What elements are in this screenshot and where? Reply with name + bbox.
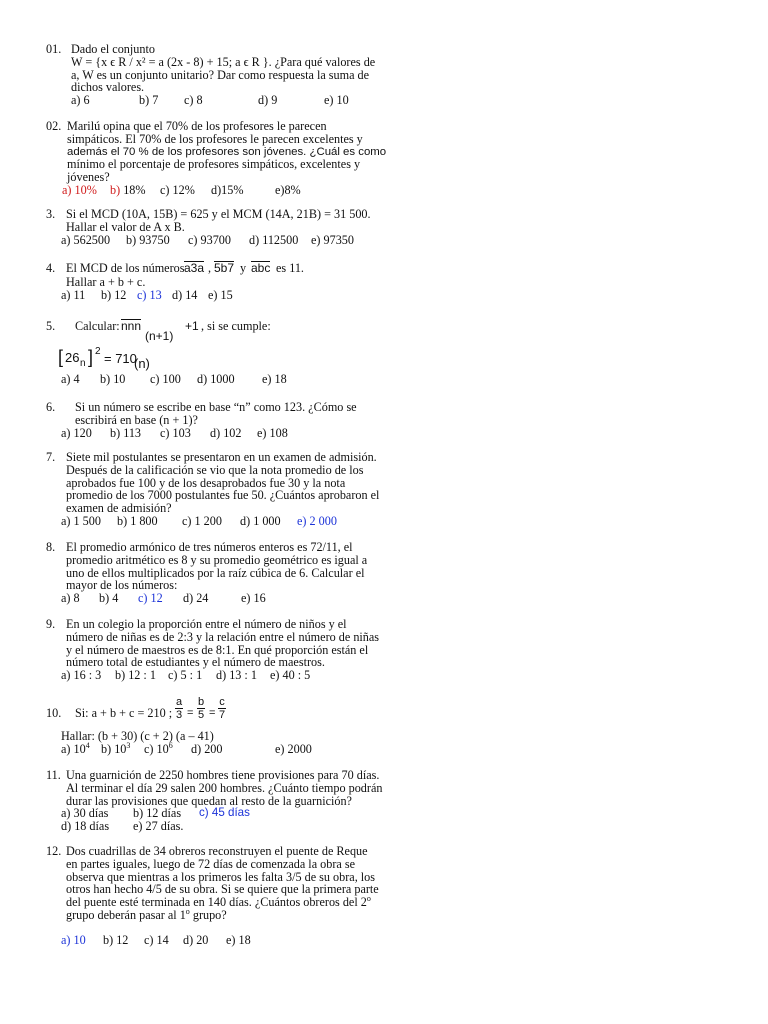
question-text: Hallar el valor de A x B. [66,219,185,234]
option-d: d) 14 [172,288,198,302]
plus-one: +1 [185,319,199,333]
question-number: 3. [46,207,56,221]
fraction-numerator: b [197,696,205,708]
option-d: d) 18 días [61,819,110,834]
fraction-numerator: c [219,696,225,708]
question-text: grupo deberán pasar al 1$^o$ grupo? [66,907,227,922]
fraction-c-over-7 [215,696,229,721]
option-a: a) 562500 [61,232,111,247]
option-a: a) 6 [71,93,90,108]
option-a: a) 4 [61,372,80,386]
option-c: c) 12 [138,591,163,606]
question-text: Hallar a + b + c. [66,275,146,289]
overlined-number: 5b7 [214,261,235,275]
question-number: 7. [46,450,56,464]
question-text: El promedio armónico de tres números enteros es 72/11, el [66,540,353,554]
option-e: e) 18 [262,372,287,386]
question-text: , si se cumple: [201,319,271,333]
option-c: c) 14 [144,933,169,947]
option-b: b) 12 [103,933,129,947]
question-text: dichos valores. [71,80,145,95]
option-e: e) 27 días. [133,819,184,834]
option-a: a) 120 [61,425,92,440]
option-b: b) 12 días [133,806,182,821]
option-c: c) 93700 [188,232,231,247]
option-d: d) 13 : 1 [216,668,257,683]
fraction-b-over-5 [194,696,208,721]
separator: , [208,261,212,275]
option-b: b) 12 [101,288,127,302]
question-number: 10. [46,706,62,720]
question-text: promedio de los 7000 postulantes fue 50. ¿Cuántos aprobaron el [66,488,380,503]
option-d: d) 20 [183,933,209,947]
overlined-number: a3a [184,261,205,275]
left-bracket: [ [58,347,64,367]
question-text: otros han hecho 4/5 de su obra. Si se quiere que la primera parte [66,882,379,897]
option-c: c) 13 [137,288,162,302]
base-subscript: (n+1) [145,329,174,343]
question-text: Siete mil postulantes se presentaron en un examen de admisión. [66,450,377,464]
fraction-a-over-3 [172,696,186,721]
question-number: 9. [46,617,56,631]
option-e: e) 10 [324,93,349,108]
question-text: En un colegio la proporción entre el número de niños y el [66,617,347,631]
equation-base: 26 [65,350,80,365]
question-text: Después de la calificación se vio que la nota promedio de los [66,462,364,477]
question-text: es 11. [276,261,304,275]
option-d: d) 200 [191,742,223,756]
right-bracket: ] [88,347,94,367]
question-number: 4. [46,261,56,275]
question-text: Si: a + b + c = 210 ; [75,706,173,720]
option-d: d) 9 [258,93,278,108]
question-text: escribirá en base (n + 1)? [75,412,198,427]
equation-right-subscript: (n) [134,356,150,371]
option-b: b) 10 [100,372,126,386]
question-number: 6. [46,400,56,414]
question-text: examen de admisión? [66,501,172,516]
option-a: a) 10 [61,933,86,947]
equals-sign: = [187,707,194,719]
question-text: Si un número se escribe en base “n” como 123. ¿Cómo se [75,400,357,414]
question-text: en partes iguales, luego de 72 días de comenzada la obra se [66,856,356,871]
option-c: c) 45 días [199,806,250,820]
equation-subscript: n [80,358,86,369]
separator: y [240,261,247,275]
question-text: a, W es un conjunto unitario? Dar como respuesta la suma de [71,67,370,82]
question-text: Dos cuadrillas de 34 obreros reconstruyen el puente de Reque [66,844,368,858]
question-number: 8. [46,540,56,554]
option-c: c) 100 [150,372,181,386]
option-d: d) 1000 [197,372,235,386]
option-b: b) $10^3$ [101,741,131,756]
fraction-denominator: 5 [197,709,205,721]
overlined-number: abc [251,261,271,275]
option-e: e) 40 : 5 [270,668,311,683]
question-text: número total de estudiantes y el número de maestros. [66,655,325,670]
question-text: simpáticos. El 70% de los profesores le parecen excelentes y [67,131,363,146]
option-a: a) 10% [62,183,97,197]
option-c: c) $10^6$ [144,741,173,756]
question-number: 5. [46,319,56,333]
fraction-numerator: a [175,696,183,708]
question-text: Una guarnición de 2250 hombres tiene provisiones para 70 días. [66,768,380,782]
fraction-denominator: 3 [175,709,183,721]
option-e: e) 16 [241,591,266,606]
option-e: e) 15 [208,288,233,302]
option-e: e)8% [275,183,301,197]
option-e: e) 2 000 [297,514,337,528]
option-a: a) 1 500 [61,514,101,528]
equation-right: = 710 [104,351,137,366]
question-text: número de niñas es de 2:3 y la relación entre el número de niñas [66,629,380,644]
question-text: durar las provisiones que quedan al resto de la guarnición? [66,793,352,808]
overlined-number: nnn [121,319,142,333]
option-b: b) 1 800 [117,514,158,528]
option-c: c) 12% [160,183,195,197]
option-a: a) 30 días [61,806,109,821]
option-d: d) 102 [210,425,242,440]
option-e: e) 108 [257,425,288,440]
question-text: Hallar: (b + 30) (c + 2) (a – 41) [61,729,214,743]
option-a: a) 8 [61,591,80,606]
question-text: uno de ellos multiplicados por la raíz cúbica de 6. Calcular el [66,565,365,580]
question-text: Marilú opina que el 70% de los profesores le parecen [67,119,327,133]
question-text: Dado el conjunto [71,42,155,56]
question-text: Calcular: [75,319,120,333]
option-a: a) 11 [61,288,86,302]
question-text: y el número de maestros es de 8:1. En qué proporción están el [66,642,369,657]
equals-sign: = [209,707,216,719]
option-c: c) 8 [184,93,203,108]
option-e: e) 97350 [311,232,354,247]
question-text: además el 70 % de los profesores son jóvenes. ¿Cuál es como [67,145,387,158]
option-e: e) 18 [226,933,251,947]
question-text: del puente esté terminada en 140 días. ¿Cuántos obreros del 2$^o$ [66,894,371,910]
option-d: d)15% [211,183,244,197]
option-a: a) $10^4$ [61,741,90,756]
option-b: b) 12 : 1 [115,668,156,683]
question-number: 12. [46,844,62,858]
question-text: Si el MCD (10A, 15B) = 625 y el MCM (14A, 21B) = 31 500. [66,207,371,221]
option-b: b) 113 [110,425,142,440]
question-text: El MCD de los números [66,261,185,275]
option-e: e) 2000 [275,742,312,756]
question-number: 01. [46,42,62,56]
option-c: c) 1 200 [182,514,222,528]
option-b: b) 18% [110,183,146,197]
question-text: promedio aritmético es 8 y su promedio geométrico es igual a [66,552,368,567]
fraction-denominator: 7 [218,709,226,721]
option-b: b) 93750 [126,232,170,247]
question-text: jóvenes? [67,170,110,185]
question-number: 11. [46,768,61,782]
question-text: Al terminar el día 29 salen 200 hombres. ¿Cuánto tiempo podrán [66,780,383,795]
question-text: W = {x ϵ R / x² = a (2x - 8) + 15; a ϵ R }. ¿Para qué valores de [71,54,376,69]
option-a: a) 16 : 3 [61,668,102,683]
question-text: mínimo el porcentaje de profesores simpáticos, excelentes y [67,157,361,172]
option-b: b) 7 [139,93,159,108]
option-b: b) 4 [99,591,119,606]
question-text: observa que mientras a los primeros les falta 3/5 de su obra, los [66,869,376,884]
option-d: d) 1 000 [240,514,281,528]
question-text: mayor de los números: [66,578,178,593]
option-c: c) 5 : 1 [168,668,203,683]
option-d: d) 24 [183,591,209,606]
option-d: d) 112500 [249,232,299,247]
option-c: c) 103 [160,425,191,440]
equation-exponent: 2 [95,346,101,357]
question-number: 02. [46,119,62,133]
question-text: aprobados fue 100 y de los desaprobados fue 30 y la nota [66,475,346,490]
